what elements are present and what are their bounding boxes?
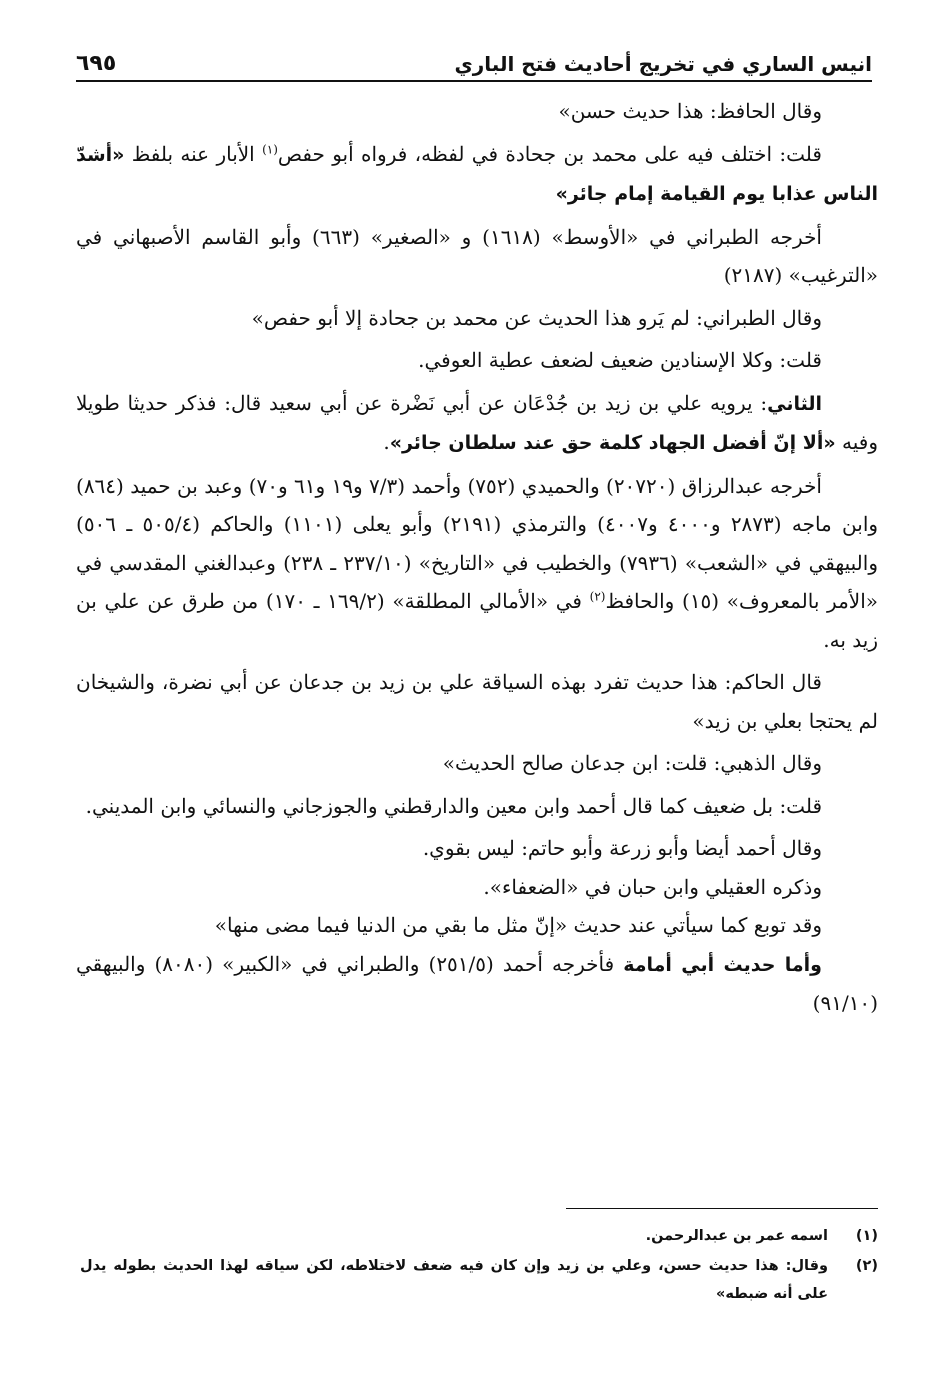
footnotes — [80, 1222, 878, 1310]
paragraph-dhahabi: وقال الذهبي: قلت: ابن جدعان صالح الحديث» — [442, 751, 822, 775]
footnote-text: وقال: هذا حديث حسن، وعلي بن زيد وإن كان فيه ضعف لاختلاطه، لكن سياقه لهذا الحديث بطوله يدل على أنه ضبطه» — [80, 1258, 828, 1302]
footnote-separator — [566, 1208, 878, 1209]
paragraph-second-route: الثاني: يرويه علي بن زيد بن جُدْعَان عن أبي نَضْرة عن أبي سعيد قال: فذكر حديثا طويلا وفيه «ألا إنّ أفضل الجهاد كلمة حق عند سلطان جائر». — [76, 390, 878, 454]
paragraph-abu-hafs: قلت: اختلف فيه على محمد بن جحادة في لفظه، فرواه أبو حفص$^{(١)}$ الأبار عنه بلفظ «أشدّ الناس عذابا يوم القيامة إمام جائر» — [76, 141, 878, 205]
paragraph-abu-umama: وأما حديث أبي أمامة فأخرجه أحمد (٢٥١/٥) والطبراني في «الكبير» (٨٠٨٠) والبيهقي (٩١/١٠) — [76, 951, 878, 1015]
footnote-number: (١) — [855, 1228, 878, 1244]
paragraph-tabarani-comment: وقال الطبراني: لم يَرو هذا الحديث عن محمد بن جحادة إلا أبو حفص» — [251, 305, 822, 330]
footnote-number: (٢) — [855, 1258, 878, 1274]
footnote-ref-1[interactable]: (١) — [262, 141, 278, 156]
paragraph-ahmad: وقال أحمد أيضا وأبو زرعة وأبو حاتم: ليس بقوي. — [422, 836, 822, 860]
footnote-ref-2[interactable]: (٢) — [589, 589, 606, 604]
paragraph-hakim: قال الحاكم: هذا حديث تفرد بهذه السياقة علي بن زيد بن جدعان عن أبي نضرة، والشيخان لم يحتجا بعلي بن زيد» — [76, 670, 878, 733]
book-title: انيس الساري في تخريج أحاديث فتح الباري — [454, 52, 872, 76]
main-text — [76, 92, 878, 1027]
page-number: ٦٩٥ — [76, 51, 117, 76]
footnote-text: اسمه عمر بن عبدالرحمن. — [645, 1228, 828, 1244]
paragraph-weak: قلت: بل ضعيف كما قال أحمد وابن معين والدارقطني والجوزجاني والنسائي وابن المديني. — [85, 793, 822, 818]
paragraph-abdurrazzaq-takhrij: أخرجه عبدالرزاق (٢٠٧٢٠) والحميدي (٧٥٢) وأحمد (٧/٣ و١٩ و٦١ و٧٠) وعبد بن حميد (٨٦٤) وابن ماجه (٢٨٧٣ و٤٠٠٠ و٤٠٠٧) والترمذي (٢١٩١) وأبو يعلى (١١٠١) والحاكم (٥٠٥/٤ ـ ٥٠٦) والبيهقي في «الشعب» (٧٩٣٦) والخطيب في «التاريخ» (٢٣٧/١٠ ـ ٢٣٨) وعبدالغني المقدسي في «الأمر بالمعروف» (١٥) والحافظ$^{(٢)}$ في «الأمالي المطلقة» (١٦٩/٢ ـ ١٧٠) من طرق عن علي بن زيد به. — [76, 473, 879, 652]
paragraph-tabarani-takhrij: أخرجه الطبراني في «الأوسط» (١٦١٨) و «الصغير» (٦٦٣) وأبو القاسم الأصبهاني في «الترغيب» (٢١٨٧) — [76, 224, 878, 287]
paragraph-hafiz: وقال الحافظ: هذا حديث حسن» — [558, 99, 822, 123]
paragraph-mutaba: وقد توبع كما سيأتي عند حديث «إنّ مثل ما بقي من الدنيا فيما مضى منها» — [214, 913, 822, 937]
running-header — [76, 40, 872, 82]
paragraph-isnad: قلت: وكلا الإسنادين ضعيف لضعف عطية العوفي. — [418, 348, 822, 372]
paragraph-uqayli: وذكره العقيلي وابن حبان في «الضعفاء». — [483, 874, 822, 899]
footnote-2 — [80, 1252, 878, 1308]
footnote-1 — [80, 1222, 878, 1250]
